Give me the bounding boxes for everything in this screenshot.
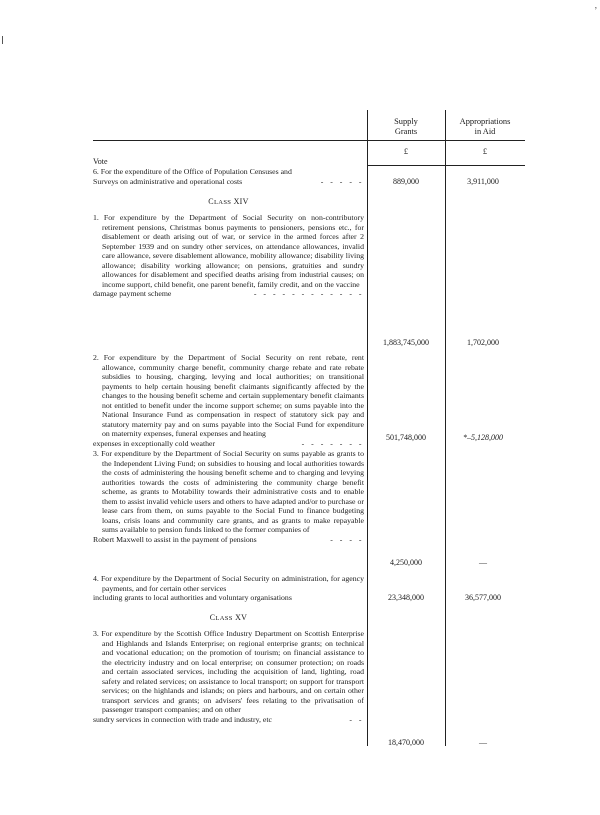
- class-heading: CLASS XV: [209, 613, 248, 622]
- corner-mark: ,: [594, 0, 597, 10]
- appropriation-value: 1,702,000: [467, 338, 499, 347]
- margin-tick: [2, 36, 3, 44]
- column-divider-right: [445, 110, 446, 746]
- supply-grant-value: 4,250,000: [390, 558, 422, 567]
- class-heading: CLASS XIV: [208, 197, 249, 206]
- appropriation-value: 3,911,000: [467, 177, 499, 186]
- appropriation-value: —: [479, 558, 487, 567]
- vote-item: [93, 629, 364, 724]
- vote-label: Vote: [93, 157, 108, 166]
- item-text: 1. For expenditure by the Department of Social Security on non-contributory retirement pensions, Christmas bonus payments to pensioners, pensions etc., for disablement or death arising out of war, or service in the armed forces after 2 September 1939 and on sundry other services, on attendance allowances, invalid care allowance, severe disablement allowance, mobility allowance; disability living allowance; disability working allowance; on pensions, gratuities and sundry allowances for disablement and specified deaths arising from industrial causes; on income support, child benefit, one parent benefit, family credit, and on the vaccine damage payment scheme - - - - - - - - - - - -: [93, 213, 364, 299]
- item-tail: including grants to local authorities and voluntary organisations: [93, 593, 292, 603]
- vote-item: [93, 213, 364, 299]
- item-text: 2. For expenditure by the Department of Social Security on rent rebate, rent allowance, community charge benefit, community charge rebate and rate rebate subsidies to housing, charging, levying and local authorities; on transitional payments to help certain housing benefit claimants significantly affected by the changes to the housing benefit scheme and certain supplementary benefit claimants not entitled to benefit under the income support scheme; on sums payable into the National Insurance Fund as compensation in respect of statutory sick pay and statutory maternity pay and on sums payable into the Social Fund for expenditure on maternity expenses, funeral expenses and heating expenses in exceptionally cold weather - - - - - - -: [93, 353, 364, 448]
- appropriation-value: —: [479, 738, 487, 747]
- item-text: 4. For expenditure by the Department of Social Security on administration, for agency payments, and for certain other services including grants to local authorities and voluntary organisations: [93, 574, 364, 603]
- appropriations-currency-symbol: £: [482, 147, 488, 156]
- supply-grant-value: 23,348,000: [388, 593, 424, 602]
- header-bottom-rule: [367, 165, 525, 166]
- supply-grants-heading: Supply Grants: [394, 117, 418, 136]
- appropriation-value: 36,577,000: [465, 593, 501, 602]
- table-top-rule: [93, 140, 525, 141]
- vote-item: [93, 167, 364, 186]
- item-tail: expenses in exceptionally cold weather - - - - - - -: [93, 438, 364, 448]
- item-text: 3. For expenditure by the Scottish Office Industry Department on Scottish Enterprise and Highlands and Islands Enterprise; on regional enterprise grants; on technical and vocational education; on the promotion of tourism; on financial assistance to the electricity industry and on local enterprise; on consumer protection; on roads and certain associated services, including the acquisition of land, lighting, road safety and related services; on assistance to local transport; on support for transport services; on the highlands and islands; on piers and harbours, and on certain other transport services and grants; on advisers' fees relating to the privatisation of passenger transport companies; and on other sundry services in connection with trade and industry, etc - -: [93, 629, 364, 724]
- column-divider-left: [367, 110, 368, 746]
- item-text: 6. For the expenditure of the Office of Population Censuses and Surveys on administrative and operational costs - - - - -: [93, 167, 364, 186]
- vote-item: [93, 574, 364, 603]
- item-tail: Robert Maxwell to assist in the payment of pensions - - - -: [93, 534, 364, 544]
- vote-item: [93, 449, 364, 544]
- supply-grant-value: 889,000: [393, 177, 419, 186]
- vote-item: [93, 353, 364, 448]
- item-text: 3. For expenditure by the Department of Social Security on sums payable as grants to the Independent Living Fund; on subsidies to housing and local authorities towards the costs of administering the housing benefit scheme and to charging and levying authorities towards the costs of administering the community charge benefit scheme, as grants to Motability towards their administrative costs and to enable them to assist invalid vehicle users and others to have adapted and/or to purchase or lease cars from them, on sums payable to the Social Fund to finance budgeting loans, crisis loans and community care grants, and as grants to make repayable sums available to pension funds linked to the former companies of Robert Maxwell to assist in the payment of pensions - - - -: [93, 449, 364, 544]
- supply-currency-symbol: £: [403, 147, 409, 156]
- item-tail: damage payment scheme - - - - - - - - - - - -: [93, 289, 364, 299]
- supply-grant-value: 1,883,745,000: [383, 338, 429, 347]
- item-tail: sundry services in connection with trade and industry, etc - -: [93, 714, 364, 724]
- appropriations-heading: Appropriations in Aid: [459, 117, 511, 136]
- appropriation-value: *–5,128,000: [463, 433, 503, 442]
- supply-grant-value: 501,748,000: [386, 433, 426, 442]
- item-tail: Surveys on administrative and operational costs - - - - -: [93, 176, 364, 186]
- supply-grant-value: 18,470,000: [388, 738, 424, 747]
